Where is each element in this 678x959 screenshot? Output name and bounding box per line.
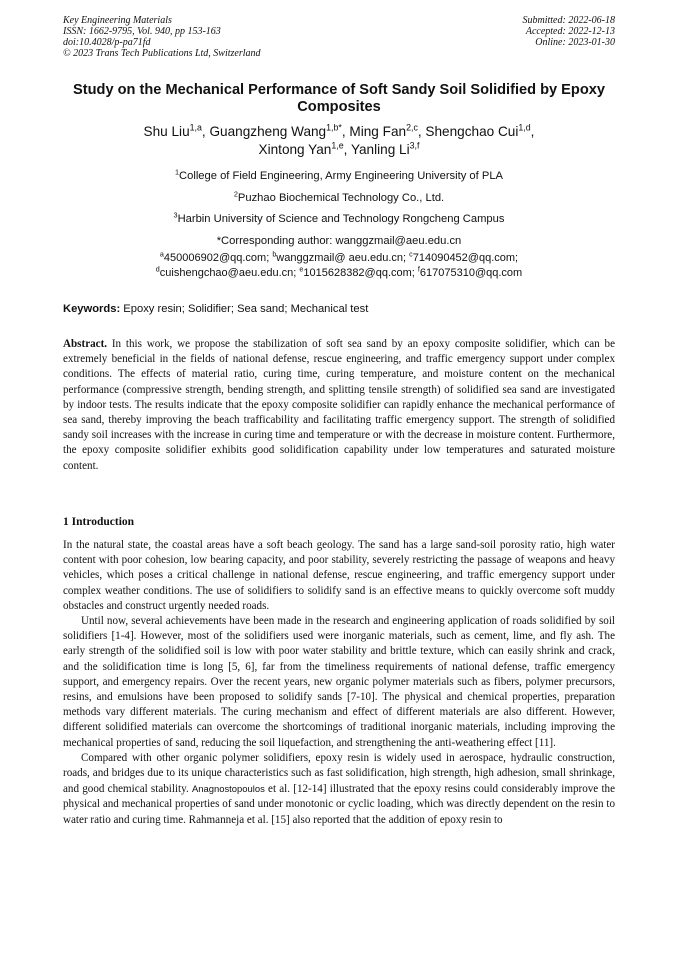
email-address: $^a$450006902@qq.com; xyxy=(159,250,273,264)
email-address: $^d$cuishengchao@aeu.edu.cn; xyxy=(155,265,300,279)
section-heading: 1 Introduction xyxy=(63,516,135,528)
paper-title: Study on the Mechanical Performance of Soft Sandy Soil Solidified by Epoxy Composites xyxy=(73,82,605,115)
affiliation: $^1$College of Field Engineering, Army Engineering University of PLA xyxy=(174,167,504,182)
journal-copyright: © 2023 Trans Tech Publications Ltd, Switzerland xyxy=(63,48,261,59)
abstract-text: In this work, we propose the stabilization of soft sea sand by an epoxy composite solidifier, which can be extremely beneficial in the fields of national defense, rescue engineering, and traffic emergency support under complex conditions. The effects of material ratio, curing time, curing temperature, and moisture content on the mechanical performance (compressive strength, bending strength, and splitting tensile strength) of solidified sea sand are investigated by indoor tests. The results indicate that the epoxy composite solidifier can rapidly enhance the mechanical performance of sea sand, thereby improving the beach trafficability and facilitating traffic emergency support. The strength of solidified sandy soil increases with the increase in curing time and temperature or with the decrease in moisture content. Furthermore, the epoxy composite solidifier exhibits good solidification capability under low temperatures and saturated moisture content. xyxy=(63,338,615,472)
author-citation-name: Anagnostopoulos xyxy=(191,783,265,795)
keywords xyxy=(63,302,615,316)
email-address: $^c$714090452@qq.com; xyxy=(409,250,519,264)
affiliation: $^3$Harbin University of Science and Technology Rongcheng Campus xyxy=(173,210,505,225)
affiliation-list xyxy=(40,166,638,252)
affiliation: $^2$Puzhao Biochemical Technology Co., Ltd. xyxy=(233,188,445,204)
journal-info xyxy=(63,15,261,59)
abstract xyxy=(63,337,615,474)
corresponding-author: *Corresponding author: wanggzmail@aeu.edu.cn xyxy=(216,234,462,247)
email-list xyxy=(40,251,638,281)
abstract-label: Abstract. xyxy=(63,338,108,350)
email-address: $^e$1015628382@qq.com; xyxy=(299,265,418,279)
email-address: $^b$wanggzmail@ aeu.edu.cn; xyxy=(272,250,410,264)
journal-name: Key Engineering Materials xyxy=(63,15,172,26)
author: Xintong Yan$^{1,e}$, xyxy=(258,140,351,157)
journal-doi: doi:10.4028/p-pa71fd xyxy=(63,37,151,48)
introduction-body xyxy=(63,538,615,828)
paragraph: Until now, several achievements have been made in the research and engineering application of roads solidified by soil solidifiers [1-4]. However, most of the solidifiers used were inorganic materials, such as cement, lime, and fly ash. The early strength of the solidified soil is low with poor water stability and brittle texture, which can easily shrink and crack, and the solidification time is long [5, 6], far from the timeliness requirements of national defense, traffic emergency support, and emergency repairs. Over the recent years, new organic polymer materials such as fibers, polymer precursors, resins, and emulsions have been proposed to solidify sands [7-10]. The physical and chemical properties, preparation methods vary different materials. The curing mechanism and effect of different materials are also different. However, different solidified materials can overcome the shortcomings of traditional inorganic materials, including improving the mechanical properties of sand, reducing the soil liquefaction, and strengthening the anti-weathering effect [11]. xyxy=(63,615,615,749)
submitted-date: Submitted: 2022-06-18 xyxy=(522,15,615,26)
accepted-date: Accepted: 2022-12-13 xyxy=(525,26,615,37)
author: Shengchao Cui$^{1,d}$, xyxy=(425,122,535,139)
keywords-label: Keywords: xyxy=(63,303,121,315)
author-list xyxy=(40,123,638,159)
paragraph: In the natural state, the coastal areas have a soft beach geology. The sand has a large sand-soil porosity ratio, high water content with poor cohesion, low bearing capacity, and poor stability, severely restricting the passage of weapons and heavy vehicles, which poses a critical challenge in national defense, rescue engineering, and traffic emergency support under complex weather conditions. The use of solidifiers to solidify sand is an effective means to quickly overcome soft muddy obstacles and construct urgently needed roads. xyxy=(63,539,615,612)
publication-dates xyxy=(523,15,616,48)
author: Guangzheng Wang$^{1,b*}$, xyxy=(209,122,350,139)
author: Yanling Li$^{3,f}$ xyxy=(350,140,420,157)
paragraph: Compared with other organic polymer solidifiers, epoxy resin is widely used in aerospace, hydraulic construction, roads, and bridges due to its unique characteristics such as fast solidification, high strength, high adhesion, small shrinkage, and good chemical stability. Anagnostopoulos et al. [12-14] illustrated that the epoxy resins could considerably improve the physical and mechanical properties of sand under monotonic or cyclic loading, which was directly dependent on the resin to water ratio and curing time. Rahmanneja et al. [15] also reported that the addition of epoxy resin to xyxy=(63,751,615,826)
email-address: $^f$617075310@qq.com xyxy=(417,265,523,279)
online-date: Online: 2023-01-30 xyxy=(535,37,615,48)
author: Shu Liu$^{1,a}$, xyxy=(143,122,210,139)
keywords-text: Epoxy resin; Solidifier; Sea sand; Mechanical test xyxy=(120,303,369,315)
author: Ming Fan$^{2,c}$, xyxy=(349,122,426,139)
journal-issn: ISSN: 1662-9795, Vol. 940, pp 153-163 xyxy=(63,26,221,37)
